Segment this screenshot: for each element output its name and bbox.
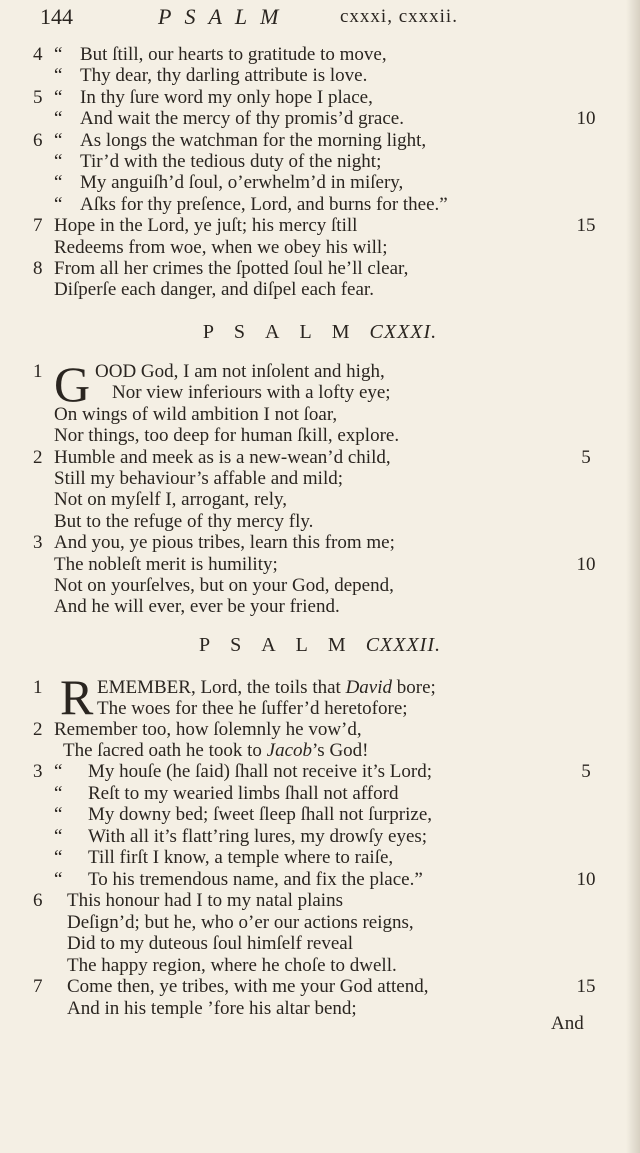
- quote-mark: “: [54, 108, 63, 130]
- quote-mark: “: [54, 761, 63, 782]
- verse-text: My downy bed; ſweet ſleep ſhall not ſurprize,: [88, 804, 433, 825]
- text-part: The ſacred oath he took to: [63, 740, 267, 761]
- verse-line: [0, 87, 640, 109]
- verse-text: With all it’s flatt’ring lures, my drowſy eyes;: [88, 825, 428, 847]
- verse-line: [0, 172, 640, 194]
- verse-line: [0, 869, 640, 891]
- page-number: 144: [40, 4, 73, 29]
- verse-number: 3: [33, 532, 43, 554]
- quote-mark: “: [54, 129, 63, 151]
- verse-text: Did to my duteous ſoul himſelf reveal: [67, 933, 354, 954]
- quote-mark: “: [54, 65, 63, 87]
- verse-line: [0, 719, 640, 741]
- verse-line: [0, 489, 640, 511]
- verse-number: 4: [33, 44, 43, 65]
- quote-mark: “: [54, 782, 63, 804]
- name-jacob: Jacob: [266, 740, 313, 761]
- verse-text: Diſperſe each danger, and diſpel each fear.: [54, 279, 374, 301]
- verse-line: [0, 890, 640, 912]
- verse-text: Reſt to my wearied limbs ſhall not afford: [88, 782, 399, 804]
- verse-text: But ſtill, our hearts to gratitude to move,: [80, 44, 387, 65]
- verse-line: [0, 382, 640, 404]
- verse-line: [0, 955, 640, 977]
- verse-text: Come then, ye tribes, with me your God attend,: [67, 976, 429, 997]
- verse-line: [0, 279, 640, 301]
- psalm-132-drop-cap: R: [60, 669, 94, 725]
- verse-number: 6: [33, 890, 43, 911]
- quote-mark: “: [54, 151, 63, 172]
- verse-line: [0, 425, 640, 447]
- verse-line: [0, 575, 640, 597]
- verse-line: [0, 468, 640, 490]
- verse-text: This honour had I to my natal plains: [67, 890, 343, 911]
- line-number: 10: [576, 108, 596, 130]
- verse-text: Not on myſelf I, arrogant, rely,: [54, 489, 288, 511]
- text-part: ’s God!: [312, 740, 369, 761]
- verse-text: Nor view inferiours with a lofty eye;: [112, 382, 391, 404]
- quote-mark: “: [54, 193, 63, 215]
- verse-text: Hope in the Lord, ye juſt; his mercy ſtill: [54, 215, 358, 237]
- text-part: bore;: [392, 677, 436, 698]
- line-number: 10: [576, 553, 596, 575]
- verse-text: [63, 740, 369, 762]
- verse-text: The happy region, where he choſe to dwell.: [67, 954, 397, 976]
- quote-mark: “: [54, 86, 63, 108]
- verse-number: 1: [33, 677, 43, 698]
- psalm-131-title: [0, 321, 640, 344]
- verse-text: As longs the watchman for the morning light,: [80, 129, 427, 151]
- verse-line: [0, 804, 640, 826]
- verse-line: [0, 677, 640, 699]
- verse-text: Still my behaviour’s affable and mild;: [54, 468, 343, 489]
- verse-line: [0, 44, 640, 66]
- verse-number: 6: [33, 129, 43, 151]
- text-part: EMEMBER, Lord, the toils that: [97, 677, 346, 698]
- verse-line: [0, 194, 640, 216]
- verse-line: [0, 215, 640, 237]
- verse-line: [0, 447, 640, 469]
- verse-line: [0, 108, 640, 130]
- verse-text: And wait the mercy of thy promis’d grace.: [80, 108, 404, 130]
- quote-mark: “: [54, 847, 63, 868]
- psalm-131-drop-cap: G: [54, 356, 91, 412]
- verse-text: OOD God, I am not inſolent and high,: [95, 361, 385, 382]
- verse-line: [0, 361, 640, 383]
- verse-line: [0, 237, 640, 259]
- verse-text: My houſe (he ſaid) ſhall not receive it’s Lord;: [88, 761, 433, 782]
- psalm-132-title: [0, 634, 640, 657]
- verse-text: Tir’d with the tedious duty of the night;: [80, 151, 382, 172]
- psalm-131-title-label: PSALM: [202, 321, 370, 343]
- verse-line: [0, 847, 640, 869]
- verse-text: Deſign’d; but he, who o’er our actions reigns,: [67, 911, 414, 933]
- verse-line: [0, 511, 640, 533]
- verse-line: [0, 404, 640, 426]
- verse-line: [0, 532, 640, 554]
- verse-line: [0, 826, 640, 848]
- verse-number: 5: [33, 86, 43, 108]
- verse-text: Not on yourſelves, but on your God, depend,: [54, 575, 394, 596]
- verse-text: Humble and meek as is a new-wean’d child,: [54, 446, 391, 468]
- verse-number: 1: [33, 361, 43, 382]
- verse-text: [97, 677, 436, 699]
- verse-text: The nobleſt merit is humility;: [54, 553, 278, 575]
- line-number: 5: [581, 761, 591, 782]
- verse-text: Remember too, how ſolemnly he vow’d,: [54, 719, 362, 740]
- verse-number: 2: [33, 446, 43, 468]
- header-range: cxxxi, cxxxii.: [340, 6, 458, 27]
- verse-line: [0, 65, 640, 87]
- quote-mark: “: [54, 825, 63, 847]
- line-number: 15: [576, 215, 596, 237]
- verse-line: [0, 976, 640, 998]
- verse-text: But to the refuge of thy mercy fly.: [54, 510, 314, 532]
- verse-text: And in his temple ’fore his altar bend;: [67, 997, 357, 1019]
- verse-line: [0, 998, 640, 1020]
- quote-mark: “: [54, 172, 63, 194]
- verse-line: [0, 740, 640, 762]
- verse-text: Till firſt I know, a temple where to raiſe,: [88, 847, 394, 868]
- verse-text: And you, ye pious tribes, learn this from me;: [54, 532, 395, 554]
- verse-number: 7: [33, 215, 43, 237]
- quote-mark: “: [54, 44, 63, 65]
- verse-text: The woes for thee he ſuffer’d heretofore;: [97, 698, 408, 719]
- psalm-132-title-label: PSALM: [198, 634, 366, 656]
- line-number: 5: [581, 446, 591, 468]
- verse-text: And he will ever, ever be your friend.: [54, 596, 340, 618]
- verse-number: 3: [33, 761, 43, 782]
- verse-number: 8: [33, 258, 43, 279]
- verse-line: [0, 554, 640, 576]
- name-david: David: [345, 677, 393, 698]
- verse-text: My anguiſh’d ſoul, o’erwhelm’d in miſery,: [80, 172, 404, 194]
- quote-mark: “: [54, 868, 63, 890]
- verse-line: [0, 258, 640, 280]
- verse-text: From all her crimes the ſpotted ſoul he’ll clear,: [54, 258, 409, 279]
- verse-line: [0, 596, 640, 618]
- verse-line: [0, 698, 640, 720]
- verse-number: 2: [33, 719, 43, 740]
- running-header: [40, 4, 610, 34]
- verse-text: To his tremendous name, and fix the place.”: [88, 868, 423, 890]
- catchword: And: [551, 1013, 584, 1034]
- verse-line: [0, 151, 640, 173]
- header-title: PSALM: [158, 4, 292, 29]
- verse-text: Nor things, too deep for human ſkill, explore.: [54, 425, 400, 447]
- psalm-131-title-number: CXXXI.: [369, 321, 438, 343]
- verse-text: Aſks for thy preſence, Lord, and burns for thee.”: [80, 193, 448, 215]
- verse-line: [0, 783, 640, 805]
- verse-line: [0, 912, 640, 934]
- verse-text: Thy dear, thy darling attribute is love.: [80, 65, 368, 87]
- verse-text: In thy ſure word my only hope I place,: [80, 86, 373, 108]
- line-number: 15: [576, 976, 596, 997]
- verse-number: 7: [33, 976, 43, 997]
- quote-mark: “: [54, 804, 63, 825]
- verse-text: On wings of wild ambition I not ſoar,: [54, 403, 338, 425]
- psalm-132-title-number: CXXXII.: [365, 634, 441, 656]
- verse-line: [0, 130, 640, 152]
- verse-text: Redeems from woe, when we obey his will;: [54, 236, 388, 258]
- line-number: 10: [576, 868, 596, 890]
- verse-line: [0, 933, 640, 955]
- verse-line: [0, 761, 640, 783]
